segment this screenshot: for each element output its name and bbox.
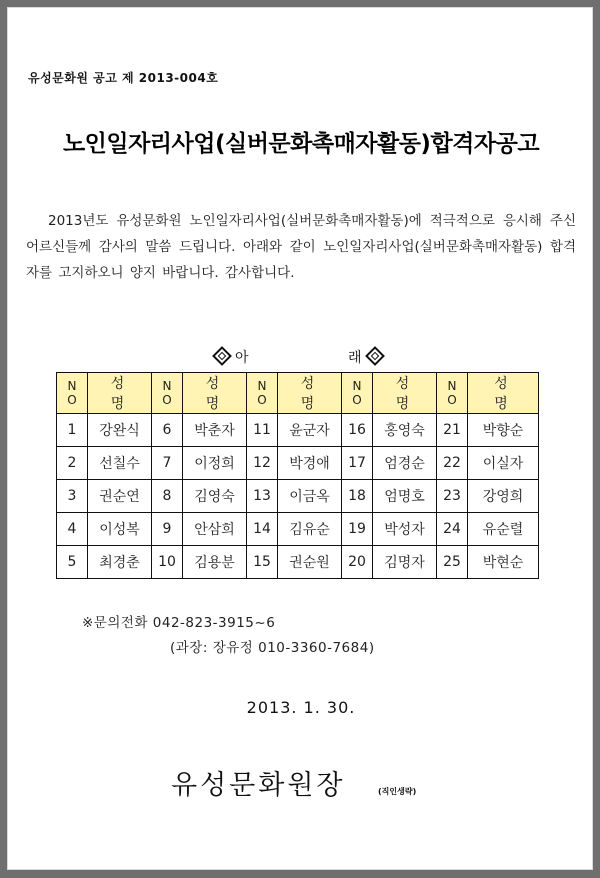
row-number: 19 — [342, 513, 373, 546]
intro-paragraph: 2013년도 유성문화원 노인일자리사업(실버문화촉매자활동)에 적극적으로 응시해 주신 어르신들께 감사의 말씀 드립니다. 아래와 같이 노인일자리사업(실버문화촉매자활동) 합격자를 고지하오니 양지 바랍니다. 감사합니다. — [26, 213, 576, 281]
row-number: 23 — [437, 480, 468, 513]
header-name: 성명 — [373, 373, 437, 414]
row-number: 16 — [342, 414, 373, 447]
document-title: 노인일자리사업(실버문화촉매자활동)합격자공고 — [62, 131, 540, 157]
diamond-bullet-icon — [365, 346, 385, 366]
applicant-name: 유순렬 — [468, 513, 539, 546]
header-no: N O — [437, 373, 468, 414]
notice-heading — [8, 347, 594, 367]
applicant-name: 이성복 — [88, 513, 152, 546]
contact-phone: ※문의전화 042-823-3915~6 — [82, 615, 276, 631]
header-no: N O — [247, 373, 278, 414]
document-date: 2013. 1. 30. — [246, 698, 356, 717]
applicant-name: 김용분 — [183, 546, 247, 579]
row-number: 10 — [152, 546, 183, 579]
row-number: 24 — [437, 513, 468, 546]
row-number: 9 — [152, 513, 183, 546]
row-number: 15 — [247, 546, 278, 579]
table-row — [57, 546, 539, 579]
header-no: N O — [57, 373, 88, 414]
applicant-name: 선칠수 — [88, 447, 152, 480]
table-row — [57, 480, 539, 513]
applicant-name: 권순원 — [278, 546, 342, 579]
row-number: 22 — [437, 447, 468, 480]
row-number: 13 — [247, 480, 278, 513]
applicant-name: 최경춘 — [88, 546, 152, 579]
notice-heading-left-text: 아 — [235, 350, 249, 366]
row-number: 4 — [57, 513, 88, 546]
applicant-name: 김유순 — [278, 513, 342, 546]
applicant-name: 박성자 — [373, 513, 437, 546]
row-number: 5 — [57, 546, 88, 579]
row-number: 21 — [437, 414, 468, 447]
applicant-name: 박춘자 — [183, 414, 247, 447]
header-no: N O — [152, 373, 183, 414]
applicant-name: 강완식 — [88, 414, 152, 447]
applicant-name: 엄명호 — [373, 480, 437, 513]
seal-omitted-note: (직인생략) — [378, 787, 417, 796]
applicant-name: 강영희 — [468, 480, 539, 513]
notice-heading-right-text: 래 — [348, 350, 362, 366]
applicant-name: 이금옥 — [278, 480, 342, 513]
header-name: 성명 — [278, 373, 342, 414]
row-number: 7 — [152, 447, 183, 480]
applicant-name: 권순연 — [88, 480, 152, 513]
table-header-row — [57, 373, 539, 414]
row-number: 25 — [437, 546, 468, 579]
announcement-number: 유성문화원 공고 제 2013-004호 — [28, 71, 219, 85]
row-number: 3 — [57, 480, 88, 513]
row-number: 11 — [247, 414, 278, 447]
row-number: 2 — [57, 447, 88, 480]
applicant-name: 김영숙 — [183, 480, 247, 513]
document-page — [7, 7, 593, 870]
header-name: 성명 — [468, 373, 539, 414]
contact-manager: (과장: 장유정 010-3360-7684) — [170, 640, 375, 656]
table-row — [57, 513, 539, 546]
diamond-bullet-icon — [212, 346, 232, 366]
applicant-name: 이실자 — [468, 447, 539, 480]
header-no: N O — [342, 373, 373, 414]
applicant-name: 박향순 — [468, 414, 539, 447]
row-number: 1 — [57, 414, 88, 447]
row-number: 18 — [342, 480, 373, 513]
applicant-name: 엄경순 — [373, 447, 437, 480]
applicant-name: 박현순 — [468, 546, 539, 579]
applicant-name: 윤군자 — [278, 414, 342, 447]
row-number: 8 — [152, 480, 183, 513]
notice-heading-left — [215, 347, 249, 367]
row-number: 6 — [152, 414, 183, 447]
row-number: 17 — [342, 447, 373, 480]
row-number: 20 — [342, 546, 373, 579]
applicant-name: 이정희 — [183, 447, 247, 480]
applicant-name: 박경애 — [278, 447, 342, 480]
row-number: 14 — [247, 513, 278, 546]
signature: 유성문화원장 — [171, 770, 346, 801]
row-number: 12 — [247, 447, 278, 480]
applicant-name: 안삼희 — [183, 513, 247, 546]
header-name: 성명 — [88, 373, 152, 414]
table-row — [57, 447, 539, 480]
header-name: 성명 — [183, 373, 247, 414]
table-row — [57, 414, 539, 447]
notice-heading-right — [348, 347, 382, 367]
applicant-name: 홍영숙 — [373, 414, 437, 447]
applicant-name: 김명자 — [373, 546, 437, 579]
successful-applicants-table — [56, 372, 539, 579]
